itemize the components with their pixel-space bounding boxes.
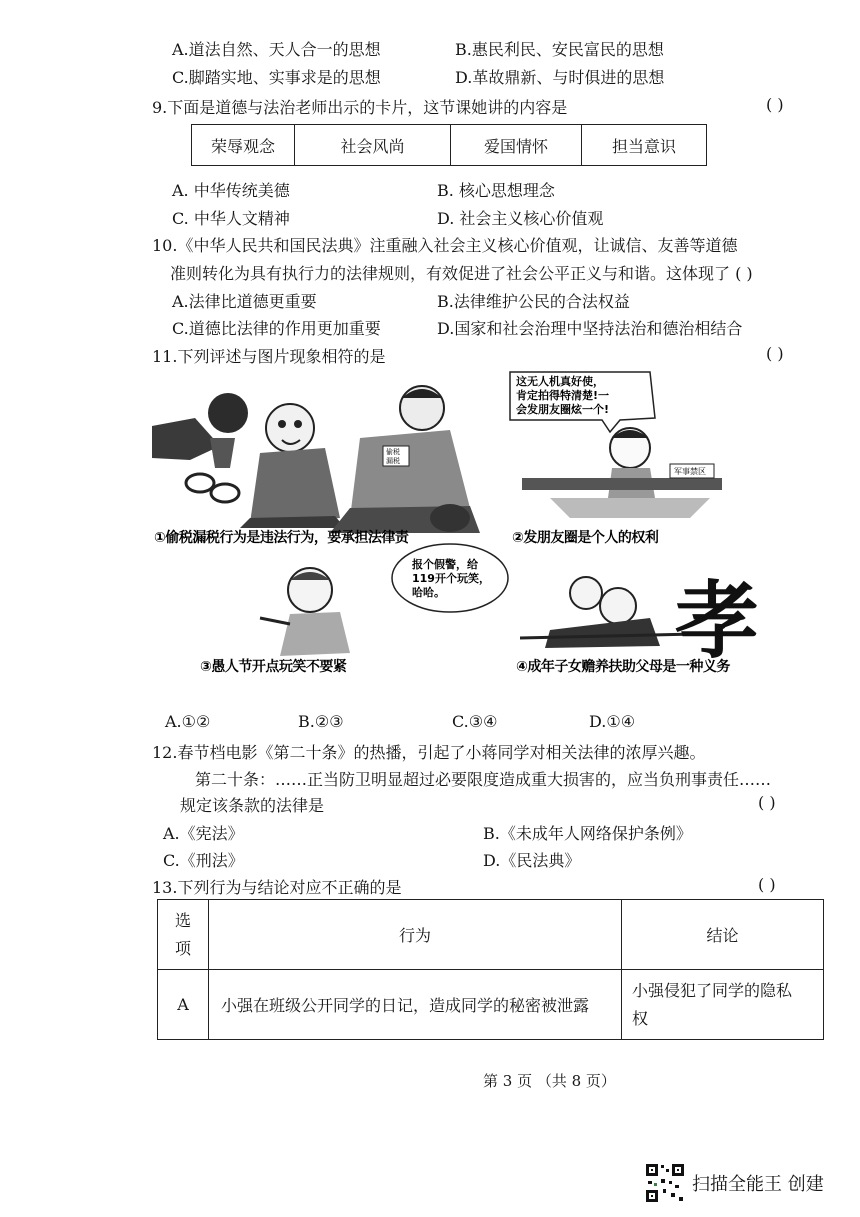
cartoon-drone (510, 372, 722, 518)
q9-card-table (191, 124, 707, 166)
caption-2: ②发朋友圈是个人的权利 (512, 530, 659, 546)
big-char-filial: 孝 (675, 572, 760, 670)
card-2: 社会风尚 (295, 125, 451, 166)
bubble-alarm-3: 哈哈。 (412, 586, 445, 599)
q10-option-a: A.法律比道德更重要 (172, 292, 317, 311)
q11-option-d: D.①④ (589, 712, 636, 731)
header-conclusion: 结论 (622, 900, 824, 970)
card-3: 爱国情怀 (451, 125, 582, 166)
q11-option-c: C.③④ (452, 712, 498, 731)
q8-option-a: A.道法自然、天人合一的思想 (172, 40, 381, 59)
q10-option-b: B.法律维护公民的合法权益 (437, 292, 630, 311)
q9-option-b: B. 核心思想理念 (437, 181, 555, 200)
page-number: 第 3 页 （共 8 页） (483, 1072, 616, 1090)
q9-answer-paren: ( ) (766, 95, 784, 114)
header-option (158, 900, 209, 970)
bubble-drone-3: 会发朋友圈炫一个! (516, 403, 610, 416)
q10-stem-line1: 10.《中华人民共和国民法典》注重融入社会主义核心价值观，让诚信、友善等道德 (152, 236, 738, 255)
sign-tax-1: 偷税 (386, 448, 400, 456)
caption-1: ①偷税漏税行为是违法行为，要承担法律责 (154, 530, 409, 546)
bubble-alarm-1: 报个假警，给 (412, 558, 478, 571)
q12-option-d: D.《民法典》 (483, 851, 581, 870)
qr-code-icon (645, 1163, 685, 1203)
bubble-drone-1: 这无人机真好使， (516, 375, 604, 388)
q9-stem: 9.下面是道德与法治老师出示的卡片，这节课她讲的内容是 (152, 98, 568, 117)
q10-option-c: C.道德比法律的作用更加重要 (172, 319, 381, 338)
header-option-1: 选 (174, 910, 191, 930)
q12-ask: 规定该条款的法律是 (180, 796, 325, 815)
cartoon-filial-piety (520, 572, 759, 670)
q13-table (157, 899, 824, 1040)
q8-option-c: C.脚踏实地、实事求是的思想 (172, 68, 381, 87)
card-4: 担当意识 (582, 125, 707, 166)
header-behavior: 行为 (209, 900, 622, 970)
q11-option-b: B.②③ (298, 712, 344, 731)
q9-option-d: D. 社会主义核心价值观 (437, 209, 604, 228)
q12-answer-paren: ( ) (758, 793, 776, 812)
header-option-2: 项 (174, 938, 191, 958)
q8-option-b: B.惠民利民、安民富民的思想 (455, 40, 664, 59)
sign-tax-2: 漏税 (386, 457, 400, 465)
q10-option-d: D.国家和社会治理中坚持法治和德治相结合 (437, 319, 743, 338)
caption-3: ③愚人节开点玩笑不要紧 (200, 659, 347, 675)
q11-stem: 11.下列评述与图片现象相符的是 (152, 347, 386, 366)
q12-option-c: C.《刑法》 (163, 851, 244, 870)
cartoon-false-alarm (260, 544, 508, 656)
q12-option-a: A.《宪法》 (163, 824, 244, 843)
sign-military: 军事禁区 (674, 467, 706, 476)
q13-answer-paren: ( ) (758, 875, 776, 894)
q12-option-b: B.《未成年人网络保护条例》 (483, 824, 692, 843)
caption-4: ④成年子女赡养扶助父母是一种义务 (516, 659, 730, 675)
q8-option-d: D.革故鼎新、与时俱进的思想 (455, 68, 665, 87)
q12-quote: 第二十条：……正当防卫明显超过必要限度造成重大损害的，应当负刑事责任…… (195, 770, 772, 789)
bubble-alarm-2: 119开个玩笑， (412, 572, 490, 585)
row-a-behavior: 小强在班级公开同学的日记，造成同学的秘密被泄露 (209, 970, 622, 1040)
card-1: 荣辱观念 (192, 125, 295, 166)
q12-stem: 12.春节档电影《第二十条》的热播，引起了小蒋同学对相关法律的浓厚兴趣。 (152, 743, 706, 762)
scanner-brand-text: 扫描全能王 创建 (692, 1174, 824, 1195)
row-a-conclusion-2: 权 (632, 1008, 649, 1028)
table-row (158, 970, 824, 1040)
q11-cartoon-panel (150, 368, 830, 698)
row-a-conclusion-1: 小强侵犯了同学的隐私 (632, 980, 793, 1000)
q9-option-c: C. 中华人文精神 (172, 209, 290, 228)
row-a-conclusion (622, 970, 824, 1040)
q13-stem: 13.下列行为与结论对应不正确的是 (152, 878, 402, 897)
row-a-option: A (158, 970, 209, 1040)
q11-option-a: A.①② (165, 712, 211, 731)
q11-answer-paren: ( ) (766, 344, 784, 363)
q9-option-a: A. 中华传统美德 (172, 181, 290, 200)
cartoon-tax-evasion (152, 386, 480, 533)
bubble-drone-2: 肯定拍得特清楚!一 (516, 389, 610, 402)
q10-stem-line2: 准则转化为具有执行力的法律规则，有效促进了社会公平正义与和谐。这体现了 ( ) (170, 264, 753, 283)
table-header-row (158, 900, 824, 970)
